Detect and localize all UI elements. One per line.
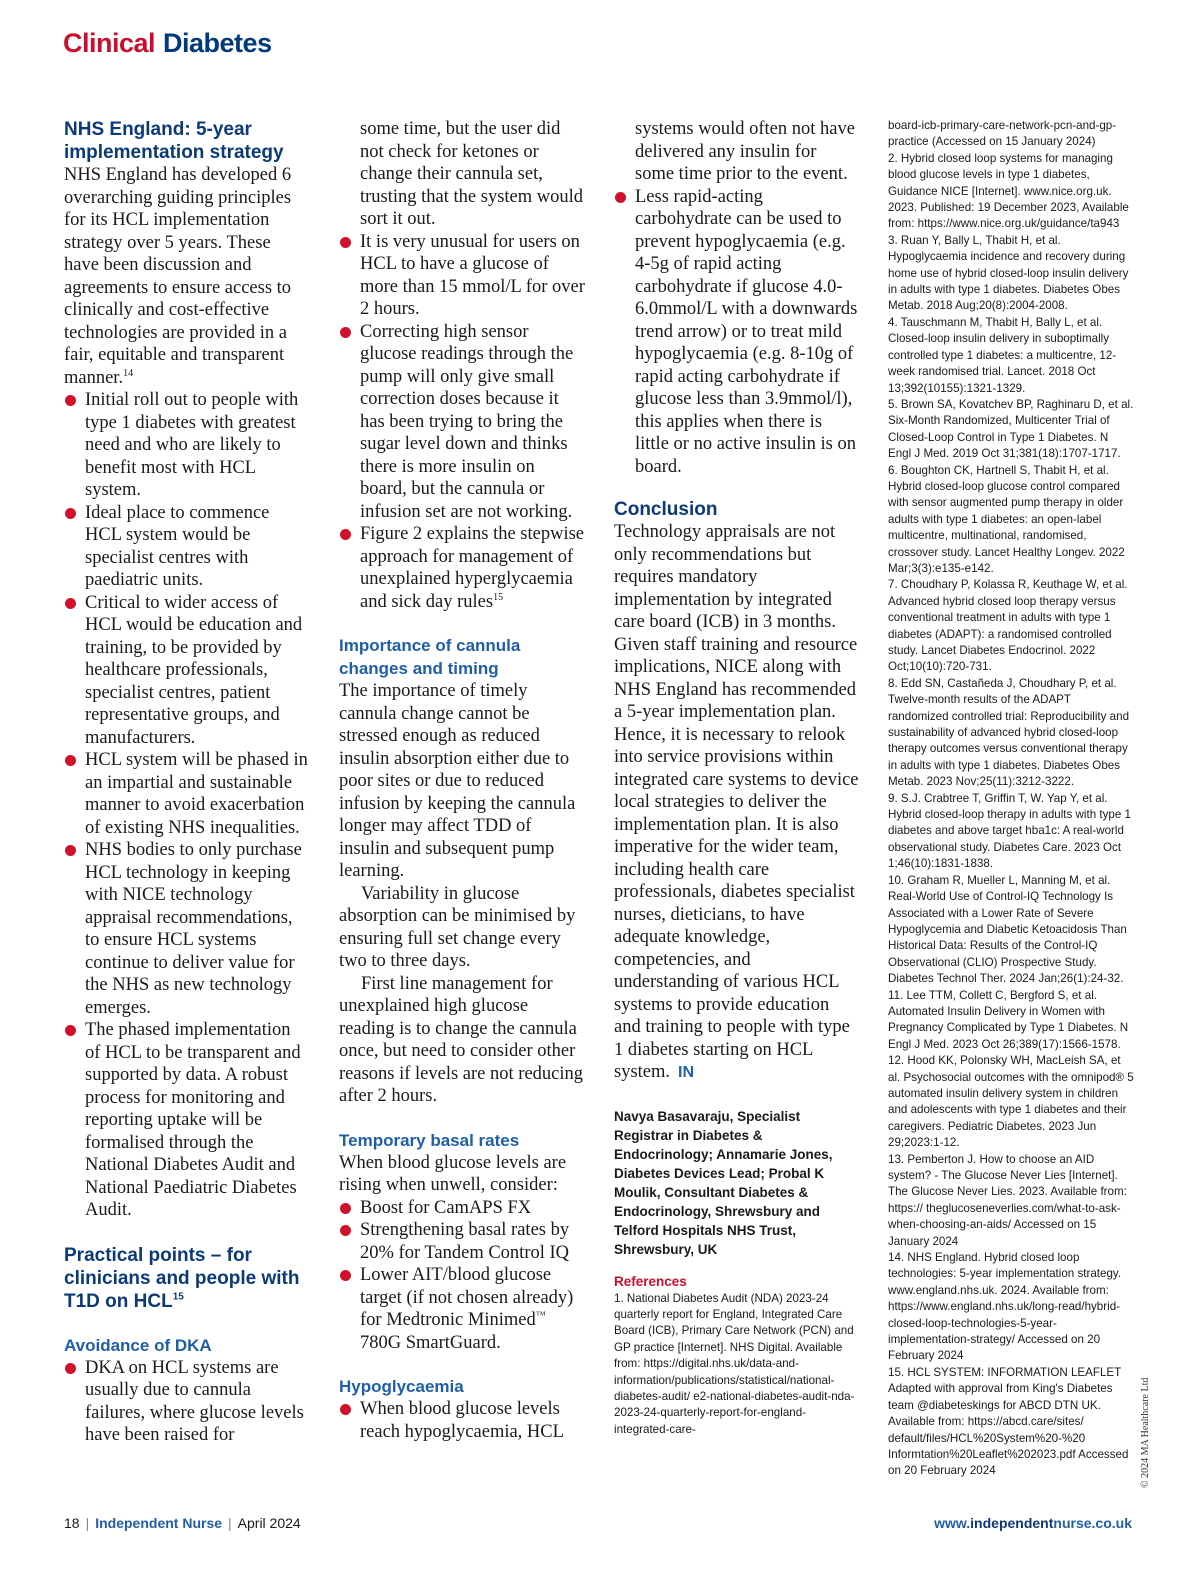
topic-label: Diabetes <box>163 28 272 58</box>
heading-temporary-basal: Temporary basal rates <box>339 1130 520 1150</box>
citation-14: 14 <box>123 367 134 379</box>
issue-date: April 2024 <box>237 1515 301 1531</box>
heading-conclusion: Conclusion <box>614 499 718 520</box>
list-item: DKA on HCL systems are usually due to cannula failures, where glucose levels have been raised for <box>64 1357 309 1447</box>
section-label: Clinical <box>63 28 156 58</box>
reference-item: 8. Edd SN, Castañeda J, Choudhary P, et al. Twelve-month results of the ADAPT randomized controlled trial: Reproducibility and sustainability of advanced hybrid closed-loop therapy outcomes versus conventional therapy in adults with type 1 diabetes. Diabetes Obes Metab. 2023 Nov;25(11):3212-3222. <box>888 676 1130 789</box>
heading-avoidance-dka: Avoidance of DKA <box>64 1335 212 1355</box>
reference-list <box>888 118 1134 1480</box>
copyright-notice: © 2024 MA Healthcare Ltd <box>1140 1377 1151 1488</box>
page-number: 18 <box>64 1515 80 1531</box>
paragraph-cannula-1: The importance of timely cannula change cannot be stressed enough as reduced insulin absorption either due to poor sites or due to reduced infusion by keeping the cannula longer may affect TDD of insulin and subsequent pump learning. <box>339 681 576 881</box>
list-item: Initial roll out to people with type 1 diabetes with greatest need and who are likely to benefit most with HCL system. <box>64 389 309 502</box>
heading-nhs-strategy: NHS England: 5-year implementation strategy <box>64 119 284 163</box>
basal-list <box>339 1197 585 1355</box>
end-mark: IN <box>678 1064 695 1081</box>
dka-continuation: some time, but the user did not check for ketones or change their cannula set, trusting that the system would sort it out. <box>360 119 584 229</box>
list-item: NHS bodies to only purchase HCL technology in keeping with NICE technology appraisal recommendations, to ensure HCL systems continue to deliver value for the NHS as new technology emerges. <box>64 839 309 1019</box>
reference-item: 15. HCL SYSTEM: INFORMATION LEAFLET Adapted with approval from King's Diabetes team @diabeteskings for ABCD DTN UK. Available from: https://abcd.care/sites/ default/files/HCL%20System%20-%20 Informtation%20Leaflet%202023.pdf Accessed on 20 February 2024 <box>888 1365 1129 1478</box>
list-item: Boost for CamAPS FX <box>339 1197 585 1220</box>
reference-item: 7. Choudhary P, Kolassa R, Keuthage W, et al. Advanced hybrid closed loop therapy versus conventional treatment in adults with type 1 diabetes (ADAPT): a randomised controlled study. Lancet Diabetes Endocrinol. 2022 Oct;10(10):720-731. <box>888 578 1128 674</box>
column-2 <box>339 118 585 1443</box>
reference-item: 4. Tauschmann M, Thabit H, Bally L, et al. Closed-loop insulin delivery in suboptimally controlled type 1 diabetes: a multicentre, 12-week randomised trial. Lancet. 2018 Oct 13;392(10155):1321-1329. <box>888 315 1117 395</box>
reference-item: 13. Pemberton J. How to choose an AID system? - The Glucose Never Lies [Internet]. The Glucose Never Lies. 2023. Available from: https:// theglucoseneverlies.com/what-to-ask-when-choosing-an-aids/ Accessed on 15 January 2024 <box>888 1152 1127 1248</box>
page-footer: 18 | Independent Nurse | April 2024 <box>64 1515 301 1531</box>
list-item: Lower AIT/blood glucose target (if not chosen already) for Medtronic Minimed™ 780G SmartGuard. <box>339 1264 585 1354</box>
list-item: Ideal place to commence HCL system would be specialist centres with paediatric units. <box>64 502 309 592</box>
heading-references: References <box>614 1273 687 1289</box>
dka-list-cont <box>339 231 585 614</box>
reference-item: 12. Hood KK, Polonsky WH, MacLeish SA, et al. Psychosocial outcomes with the omnipod® 5 automated insulin delivery system in children and adolescents with type 1 diabetes and their caregivers. Pediatric Diabetes. 2023 Jun 29;2023:1-12. <box>888 1054 1134 1150</box>
column-4 <box>888 118 1134 1480</box>
hypo-list <box>339 1398 585 1443</box>
hypo-continuation: systems would often not have delivered any insulin for some time prior to the event. <box>635 119 855 184</box>
list-item: Figure 2 explains the stepwise approach for management of unexplained hyperglycaemia and sick day rules$^{15}$ <box>339 523 585 613</box>
list-item: It is very unusual for users on HCL to have a glucose of more than 15 mmol/L for over 2 hours. <box>339 231 585 321</box>
list-item: Critical to wider access of HCL would be education and training, to be provided by healthcare professionals, specialist centres, patient representative groups, and manufacturers. <box>64 592 309 750</box>
column-1 <box>64 118 309 1447</box>
reference-item: 3. Ruan Y, Bally L, Thabit H, et al. Hypoglycaemia incidence and recovery during home use of hybrid closed-loop insulin delivery in adults with type 1 diabetes. Diabetes Obes Metab. 2018 Aug;20(8):2004-2008. <box>888 233 1129 313</box>
reference-list-start <box>614 1291 860 1439</box>
citation-15: 15 <box>493 591 504 603</box>
reference-item: 1. National Diabetes Audit (NDA) 2023-24 quarterly report for England, Integrated Care Board (ICB), Primary Care Network (PCN) and GP practice [Internet]. NHS Digital. Available from: https://digital.nhs.uk/data-and-information/publications/statistical/national-diabetes-audit/ e2-national-diabetes-audit-nda-2023-24-quarterly-report-for-england-integrated-care- <box>614 1291 855 1436</box>
reference-item: 14. NHS England. Hybrid closed loop technologies: 5-year implementation strategy. www.england.nhs.uk. 2024. Available from: https://www.england.nhs.uk/long-read/hybrid-closed-loop-technologies-5-year-implementation-strategy/ Accessed on 20 February 2024 <box>888 1251 1122 1363</box>
reference-item: board-icb-primary-care-network-pcn-and-gp-practice (Accessed on 15 January 2024) <box>888 119 1117 149</box>
column-3 <box>614 118 860 1438</box>
reference-item: 2. Hybrid closed loop systems for managing blood glucose levels in type 1 diabetes, Guidance NICE [Internet]. www.nice.org.uk. 2023. Published: 19 December 2023, Available from: https://www.nice.org.uk/guidance/ta943 <box>888 151 1129 231</box>
paragraph-conclusion: Technology appraisals are not only recommendations but requires mandatory implementation by integrated care board (ICB) in 3 months. Given staff training and resource implications, NICE along with NHS England has recommended a 5-year implementation plan. Hence, it is necessary to relook into service provisions within integrated care systems to device local strategies to deliver the implementation plan. It is also imperative for the wider team, including health care professionals, diabetes specialist nurses, dieticians, to have adequate knowledge, competencies, and understanding of various HCL systems to provide education and training to people with type 1 diabetes starting on HCL system. IN <box>614 522 859 1082</box>
reference-item: 5. Brown SA, Kovatchev BP, Raghinaru D, et al. Six-Month Randomized, Multicenter Trial of Closed-Loop Control in Type 1 Diabetes. N Engl J Med. 2019 Oct 31;381(18):1707-1717. <box>888 397 1134 461</box>
reference-item: 11. Lee TTM, Collett C, Bergford S, et al. Automated Insulin Delivery in Women with Pregnancy Complicated by Type 1 Diabetes. N Engl J Med. 2023 Oct 26;389(17):1566-1578. <box>888 988 1129 1051</box>
reference-item: 6. Boughton CK, Hartnell S, Thabit H, et al. Hybrid closed-loop glucose control compared with sensor augmented pump therapy in older adults with type 1 diabetes: an open-label multicentre, multinational, randomised, crossover study. Lancet Healthy Longev. 2022 Mar;3(3):e135-e142. <box>888 463 1125 575</box>
list-item: When blood glucose levels reach hypoglycaemia, HCL <box>339 1398 585 1443</box>
paragraph-cannula-3: First line management for unexplained high glucose reading is to change the cannula once, but need to consider other reasons if levels are not reducing after 2 hours. <box>339 973 584 1106</box>
list-item: Correcting high sensor glucose readings through the pump will only give small correction doses because it has been trying to bring the sugar level down and thinks there is more insulin on board, but the cannula or infusion set are not working. <box>339 321 585 524</box>
reference-item: 9. S.J. Crabtree T, Griffin T, W. Yap Y, et al. Hybrid closed-loop therapy in adults with type 1 diabetes and above target hba1c: A real-world observational study. Diabetes Care. 2023 Oct 1;46(10):1831-1838. <box>888 791 1131 871</box>
heading-cannula: Importance of cannula changes and timing <box>339 636 521 678</box>
heading-hypoglycaemia: Hypoglycaemia <box>339 1377 464 1396</box>
list-item: HCL system will be phased in an impartial and sustainable manner to avoid exacerbation of existing NHS inequalities. <box>64 749 309 839</box>
trademark-symbol: ™ <box>535 1309 546 1321</box>
magazine-name: Independent Nurse <box>95 1515 223 1531</box>
reference-item: 10. Graham R, Mueller L, Manning M, et al. Real-World Use of Control-IQ Technology Is Associated with a Lower Rate of Severe Hypoglycemia and Diabetic Ketoacidosis Than Historical Data: Results of the Control-IQ Observational (CLIO) Prospective Study. Diabetes Technol Ther. 2024 Jan;26(1):24-32. <box>888 873 1127 986</box>
paragraph-cannula-2: Variability in glucose absorption can be minimised by ensuring full set change every two to three days. <box>339 883 576 971</box>
paragraph-basal: When blood glucose levels are rising when unwell, consider: <box>339 1152 567 1195</box>
list-item: Less rapid-acting carbohydrate can be used to prevent hypoglycaemia (e.g. 4-5g of rapid acting carbohydrate if glucose 4.0-6.0mmol/L with a downwards trend arrow) or to treat mild hypoglycaemia (e.g. 8-10g of rapid acting carbohydrate if glucose less than 3.9mmol/l), this applies when there is little or no active insulin is on board. <box>614 186 860 479</box>
list-item: The phased implementation of HCL to be transparent and supported by data. A robust process for monitoring and reporting uptake will be formalised through the National Diabetes Audit and National Paediatric Diabetes Audit. <box>64 1019 309 1222</box>
citation-15: 15 <box>172 1291 184 1303</box>
paragraph-nhs-strategy: NHS England has developed 6 overarching guiding principles for its HCL implementation strategy over 5 years. These have been discussion and agreements to ensure access to clinically and cost-effective technologies are provided in a fair, equitable and transparent manner.$^{14}$ <box>64 165 292 388</box>
nhs-principles-list <box>64 389 309 1222</box>
section-header <box>63 28 272 59</box>
dka-list <box>64 1357 309 1447</box>
list-item: Strengthening basal rates by 20% for Tandem Control IQ <box>339 1219 585 1264</box>
hypo-list-cont <box>614 186 860 479</box>
author-affiliations: Navya Basavaraju, Specialist Registrar in Diabetes & Endocrinology; Annamarie Jones, Diabetes Devices Lead; Probal K Moulik, Consultant Diabetes & Endocrinology, Shrewsbury and Telford Hospitals NHS Trust, Shrewsbury, UK <box>614 1108 833 1257</box>
heading-practical-points: Practical points – for clinicians and people with T1D on HCL$^{15}$ <box>64 1244 300 1312</box>
website-link[interactable]: www.independentnurse.co.uk <box>934 1515 1132 1531</box>
